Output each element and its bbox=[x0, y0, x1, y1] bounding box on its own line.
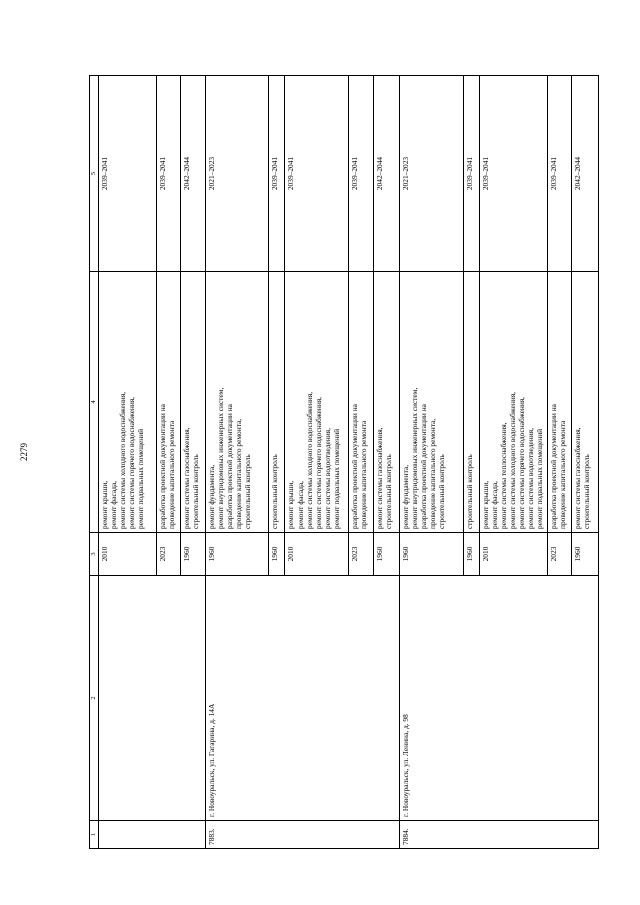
year-value: 1960 bbox=[463, 533, 479, 576]
year-value: 1960 bbox=[205, 533, 268, 576]
table-row bbox=[400, 76, 463, 849]
work-item: ремонт фасада, bbox=[490, 481, 499, 529]
work-item: ремонт системы холодного водоснабжения, bbox=[118, 392, 128, 529]
work-list bbox=[269, 272, 285, 533]
period-value: 2039–2041 bbox=[463, 76, 479, 272]
work-item: разработка проектной документации на bbox=[157, 404, 167, 529]
work-item: ремонт крыши, bbox=[100, 480, 110, 529]
period-value: 2021–2023 bbox=[205, 76, 268, 272]
period-value: 2039–2041 bbox=[269, 76, 285, 272]
work-item: ремонт системы водоотведения, bbox=[526, 428, 536, 529]
year-value: 2023 bbox=[156, 533, 181, 576]
work-item: ремонт внутридомовых инженерных систем, bbox=[410, 387, 420, 529]
work-item: разработка проектной документации на bbox=[419, 404, 429, 529]
year-value: 2010 bbox=[285, 533, 348, 576]
work-item: разработка проектной документации на bbox=[548, 404, 558, 529]
year-value: 1960 bbox=[572, 533, 599, 576]
table-row bbox=[99, 76, 156, 849]
year-value: 1960 bbox=[373, 533, 400, 576]
work-item: ремонт подвальных помещений bbox=[535, 428, 545, 529]
column-header-2: 2 bbox=[90, 576, 99, 821]
work-item: ремонт системы газоснабжения, bbox=[182, 427, 192, 529]
work-item: ремонт системы холодного водоснабжения, bbox=[508, 392, 518, 529]
work-item: проведение капитального ремонта bbox=[358, 420, 368, 529]
work-item: строительный контроль bbox=[242, 454, 252, 529]
work-item: ремонт внутридомовых инженерных систем, bbox=[215, 387, 225, 529]
period-value: 2039–2041 bbox=[479, 76, 547, 272]
period-value: 2042–2044 bbox=[572, 76, 599, 272]
work-item: ремонт крыши, bbox=[480, 480, 490, 529]
period-value: 2039–2041 bbox=[285, 76, 348, 272]
work-item: ремонт системы холодного водоснабжения, bbox=[304, 392, 314, 529]
year-value: 2023 bbox=[348, 533, 373, 576]
building-address: г. Новоуральск, ул. Гагарина, д. 14А bbox=[205, 576, 399, 821]
work-item: ремонт фасада, bbox=[109, 481, 119, 529]
building-address bbox=[99, 576, 205, 821]
work-item: ремонт подвальных помещений bbox=[136, 428, 146, 529]
work-item: ремонт подвальных помещений bbox=[331, 428, 341, 529]
work-list bbox=[400, 272, 463, 533]
work-item: ремонт системы горячего водоснабжения, bbox=[313, 396, 323, 529]
year-value: 2010 bbox=[479, 533, 547, 576]
column-header-4: 4 bbox=[90, 272, 99, 533]
work-list bbox=[572, 272, 599, 533]
work-item: ремонт фундамента, bbox=[401, 464, 411, 529]
period-value: 2039–2041 bbox=[99, 76, 156, 272]
work-list bbox=[373, 272, 400, 533]
period-value: 2042–2044 bbox=[181, 76, 206, 272]
work-list bbox=[99, 272, 156, 533]
table-row bbox=[205, 76, 268, 849]
work-item: строительный контроль bbox=[383, 454, 393, 529]
work-list bbox=[205, 272, 268, 533]
row-number: 7883. bbox=[205, 821, 399, 849]
period-value: 2039–2041 bbox=[547, 76, 572, 272]
work-list bbox=[547, 272, 572, 533]
column-header-1: 1 bbox=[90, 821, 99, 849]
work-item: строительный контроль bbox=[270, 454, 280, 529]
work-item: проведение капитального ремонта bbox=[557, 420, 567, 529]
work-item: строительный контроль bbox=[191, 454, 201, 529]
work-item: ремонт системы газоснабжения, bbox=[374, 427, 384, 529]
work-item: строительный контроль bbox=[582, 454, 592, 529]
work-item: ремонт фундамента, bbox=[206, 464, 216, 529]
work-item: ремонт системы горячего водоснабжения, bbox=[517, 396, 527, 529]
row-number: 7884. bbox=[400, 821, 599, 849]
building-address: г. Новоуральск, ул. Ленина, д. 98 bbox=[400, 576, 599, 821]
work-list bbox=[181, 272, 206, 533]
work-item: разработка проектной документации на bbox=[224, 404, 234, 529]
work-list bbox=[348, 272, 373, 533]
row-number bbox=[99, 821, 205, 849]
year-value: 1960 bbox=[400, 533, 463, 576]
table-container bbox=[89, 76, 599, 849]
work-item: проведение капитального ремонта, bbox=[233, 418, 243, 529]
header-row bbox=[90, 76, 99, 849]
year-value: 1960 bbox=[269, 533, 285, 576]
work-item: ремонт системы газоснабжения, bbox=[573, 427, 583, 529]
work-list bbox=[285, 272, 348, 533]
work-item: разработка проектной документации на bbox=[349, 404, 359, 529]
column-header-3: 3 bbox=[90, 533, 99, 576]
work-item: ремонт фасада, bbox=[295, 481, 305, 529]
work-item: проведение капитального ремонта bbox=[166, 420, 176, 529]
work-list bbox=[479, 272, 547, 533]
work-item: проведение капитального ремонта, bbox=[428, 418, 438, 529]
work-item: строительный контроль bbox=[464, 454, 474, 529]
work-item: ремонт крыши, bbox=[286, 480, 296, 529]
work-list bbox=[156, 272, 181, 533]
work-item: ремонт системы горячего водоснабжения, bbox=[127, 396, 137, 529]
page-number: 2279 bbox=[19, 443, 29, 461]
period-value: 2039–2041 bbox=[348, 76, 373, 272]
work-item: ремонт системы теплоснабжения, bbox=[499, 422, 509, 529]
year-value: 2023 bbox=[547, 533, 572, 576]
year-value: 2010 bbox=[99, 533, 156, 576]
column-header-5: 5 bbox=[90, 76, 99, 272]
work-list bbox=[463, 272, 479, 533]
period-value: 2039–2041 bbox=[156, 76, 181, 272]
work-item: строительный контроль bbox=[437, 454, 447, 529]
period-value: 2042–2044 bbox=[373, 76, 400, 272]
repair-schedule-table bbox=[89, 75, 599, 849]
year-value: 1960 bbox=[181, 533, 206, 576]
period-value: 2021–2023 bbox=[400, 76, 463, 272]
work-item: ремонт системы водоотведения, bbox=[322, 428, 332, 529]
